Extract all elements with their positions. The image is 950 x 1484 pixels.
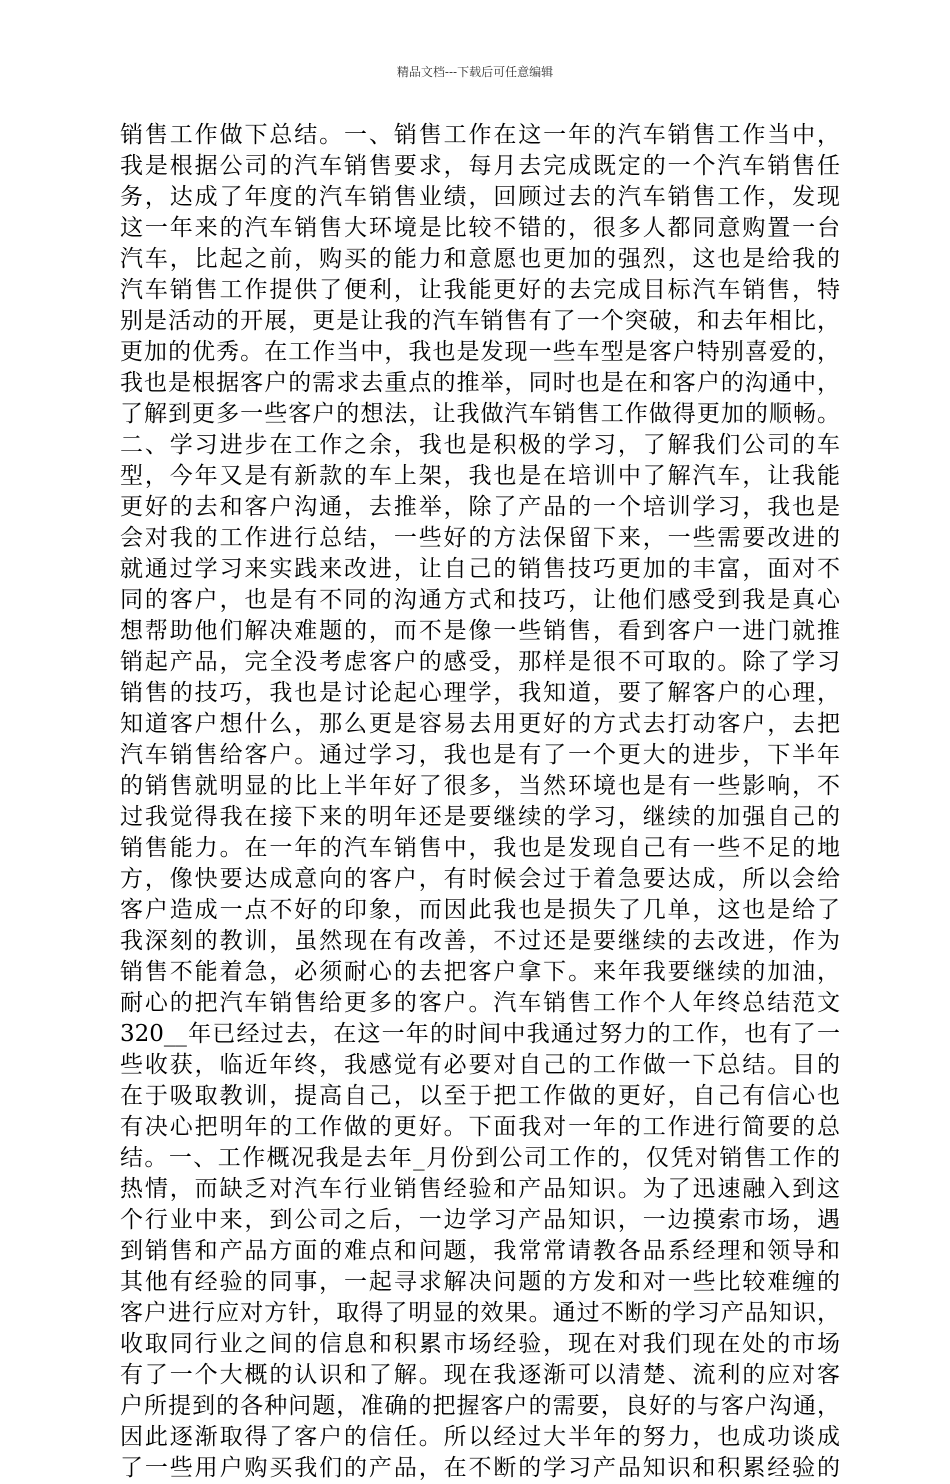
- text-line: 更好的去和客户沟通，去推举，除了产品的一个培训学习，我也是: [120, 494, 840, 520]
- text-line: 客户进行应对方针，取得了明显的效果。通过不断的学习产品知识，: [120, 1300, 840, 1326]
- text-line: 我是根据公司的汽车销售要求，每月去完成既定的一个汽车销售任: [120, 153, 840, 179]
- text-line: 些收获，临近年终，我感觉有必要对自己的工作做一下总结。目的: [120, 1052, 840, 1078]
- text-line: 耐心的把汽车销售给更多的客户。汽车销售工作个人年终总结范文: [120, 990, 840, 1016]
- text-line: 收取同行业之间的信息和积累市场经验，现在对我们现在处的市场: [120, 1331, 840, 1357]
- text-line: 其他有经验的同事，一起寻求解决问题的方发和对一些比较难缠的: [120, 1269, 840, 1295]
- text-line: 就通过学习来实践来改进，让自己的销售技巧更加的丰富，面对不: [120, 556, 840, 582]
- text-line: 会对我的工作进行总结，一些好的方法保留下来，一些需要改进的: [120, 525, 840, 551]
- body-text: [120, 120, 840, 1484]
- text-line: 了一些用户购买我们的产品，在不断的学习产品知识和积累经验的: [120, 1455, 840, 1481]
- text-line: 销售能力。在一年的汽车销售中，我也是发现自己有一些不足的地: [120, 835, 840, 861]
- text-line: 知道客户想什么，那么更是容易去用更好的方式去打动客户，去把: [120, 711, 840, 737]
- text-line: 销售的技巧，我也是讨论起心理学，我知道，要了解客户的心理，: [120, 680, 840, 706]
- text-line: 320__年已经过去，在这一年的时间中我通过努力的工作，也有了一: [120, 1021, 840, 1047]
- text-line: 汽车，比起之前，购买的能力和意愿也更加的强烈，这也是给我的: [120, 246, 840, 272]
- text-line: 结。一、工作概况我是去年_月份到公司工作的，仅凭对销售工作的: [120, 1145, 840, 1171]
- text-line: 户所提到的各种问题，准确的把握客户的需要，良好的与客户沟通，: [120, 1393, 840, 1419]
- text-line: 同的客户，也是有不同的沟通方式和技巧，让他们感受到我是真心: [120, 587, 840, 613]
- text-line: 在于吸取教训，提高自己，以至于把工作做的更好，自己有信心也: [120, 1083, 840, 1109]
- page-header: 精品文档---下载后可任意编辑: [396, 65, 554, 79]
- text-line: 到销售和产品方面的难点和问题，我常常请教各品系经理和领导和: [120, 1238, 840, 1264]
- text-line: 别是活动的开展，更是让我的汽车销售有了一个突破，和去年相比，: [120, 308, 840, 334]
- text-line: 有了一个大概的认识和了解。现在我逐渐可以清楚、流利的应对客: [120, 1362, 840, 1388]
- text-line: 因此逐渐取得了客户的信任。所以经过大半年的努力，也成功谈成: [120, 1424, 840, 1450]
- text-line: 汽车销售给客户。通过学习，我也是有了一个更大的进步，下半年: [120, 742, 840, 768]
- text-line: 这一年来的汽车销售大环境是比较不错的，很多人都同意购置一台: [120, 215, 840, 241]
- text-line: 我深刻的教训，虽然现在有改善，不过还是要继续的去改进，作为: [120, 928, 840, 954]
- text-line: 的销售就明显的比上半年好了很多，当然环境也是有一些影响，不: [120, 773, 840, 799]
- text-line: 汽车销售工作提供了便利，让我能更好的去完成目标汽车销售，特: [120, 277, 840, 303]
- text-line: 销售不能着急，必须耐心的去把客户拿下。来年我要继续的加油，: [120, 959, 840, 985]
- text-line: 二、学习进步在工作之余，我也是积极的学习，了解我们公司的车: [120, 432, 840, 458]
- text-line: 个行业中来，到公司之后，一边学习产品知识，一边摸索市场，遇: [120, 1207, 840, 1233]
- text-line: 想帮助他们解决难题的，而不是像一些销售，看到客户一进门就推: [120, 618, 840, 644]
- text-line: 型，今年又是有新款的车上架，我也是在培训中了解汽车，让我能: [120, 463, 840, 489]
- text-line: 我也是根据客户的需求去重点的推举，同时也是在和客户的沟通中，: [120, 370, 840, 396]
- text-line: 了解到更多一些客户的想法，让我做汽车销售工作做得更加的顺畅。: [120, 401, 840, 427]
- text-line: 有决心把明年的工作做的更好。下面我对一年的工作进行简要的总: [120, 1114, 840, 1140]
- text-line: 销售工作做下总结。一、销售工作在这一年的汽车销售工作当中，: [120, 122, 840, 148]
- text-line: 务，达成了年度的汽车销售业绩，回顾过去的汽车销售工作，发现: [120, 184, 840, 210]
- text-line: 热情，而缺乏对汽车行业销售经验和产品知识。为了迅速融入到这: [120, 1176, 840, 1202]
- text-line: 客户造成一点不好的印象，而因此我也是损失了几单，这也是给了: [120, 897, 840, 923]
- text-line: 销起产品，完全没考虑客户的感受，那样是很不可取的。除了学习: [120, 649, 840, 675]
- text-line: 更加的优秀。在工作当中，我也是发现一些车型是客户特别喜爱的，: [120, 339, 840, 365]
- text-line: 方，像快要达成意向的客户，有时候会过于着急要达成，所以会给: [120, 866, 840, 892]
- text-line: 过我觉得我在接下来的明年还是要继续的学习，继续的加强自己的: [120, 804, 840, 830]
